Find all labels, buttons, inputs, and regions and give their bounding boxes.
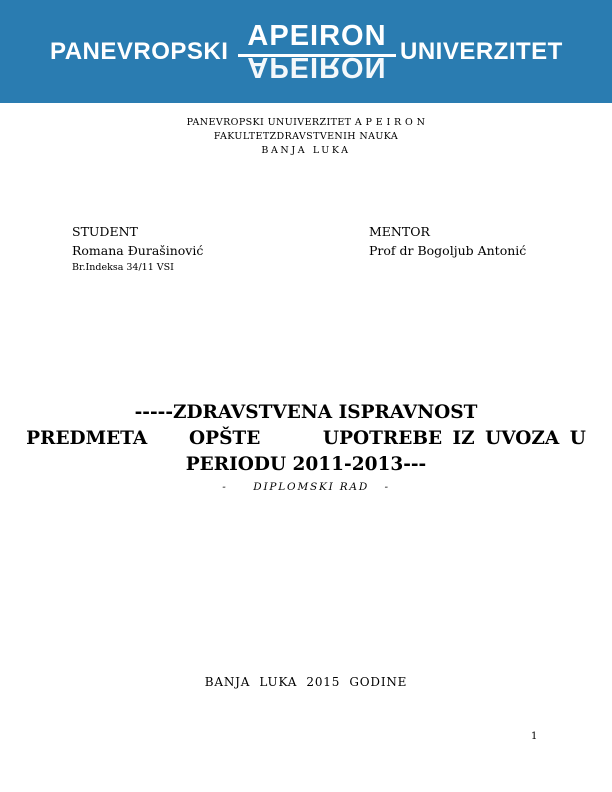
thesis-title-line1: -----ZDRAVSTVENA ISPRAVNOST xyxy=(134,402,478,423)
thesis-title-line2: PREDMETA OPŠTE UPOTREBE IZ UVOZA U xyxy=(26,428,586,449)
apeiron-logo xyxy=(238,20,396,92)
logo-text: APEIRON xyxy=(247,20,387,52)
thesis-title-line3: PERIODU 2011-2013--- xyxy=(185,454,427,475)
student-label: STUDENT xyxy=(72,224,138,239)
place-year: BANJA LUKA 2015 GODINE xyxy=(204,675,408,689)
banner-right-text: UNIVERZITET xyxy=(400,38,563,65)
mentor-name: Prof dr Bogoljub Antonić xyxy=(369,243,527,258)
logo-text-mirrored: APEIRON xyxy=(247,51,387,83)
header-faculty: FAKULTETZDRAVSTVENIH NAUKA xyxy=(213,131,399,142)
student-index: Br.Indeksa 34/11 VSI xyxy=(72,262,174,273)
mentor-label: MENTOR xyxy=(369,224,430,239)
thesis-subtitle: - DIPLOMSKI RAD - xyxy=(222,481,390,493)
header-university: PANEVROPSKI UNUIVERZITET A P E I R O N xyxy=(186,117,426,128)
page-number: 1 xyxy=(531,731,538,742)
header-city: BANJA LUKA xyxy=(261,145,351,156)
university-banner xyxy=(0,0,612,103)
banner-left-text: PANEVROPSKI xyxy=(50,38,229,65)
student-name: Romana Đurašinović xyxy=(72,243,204,258)
